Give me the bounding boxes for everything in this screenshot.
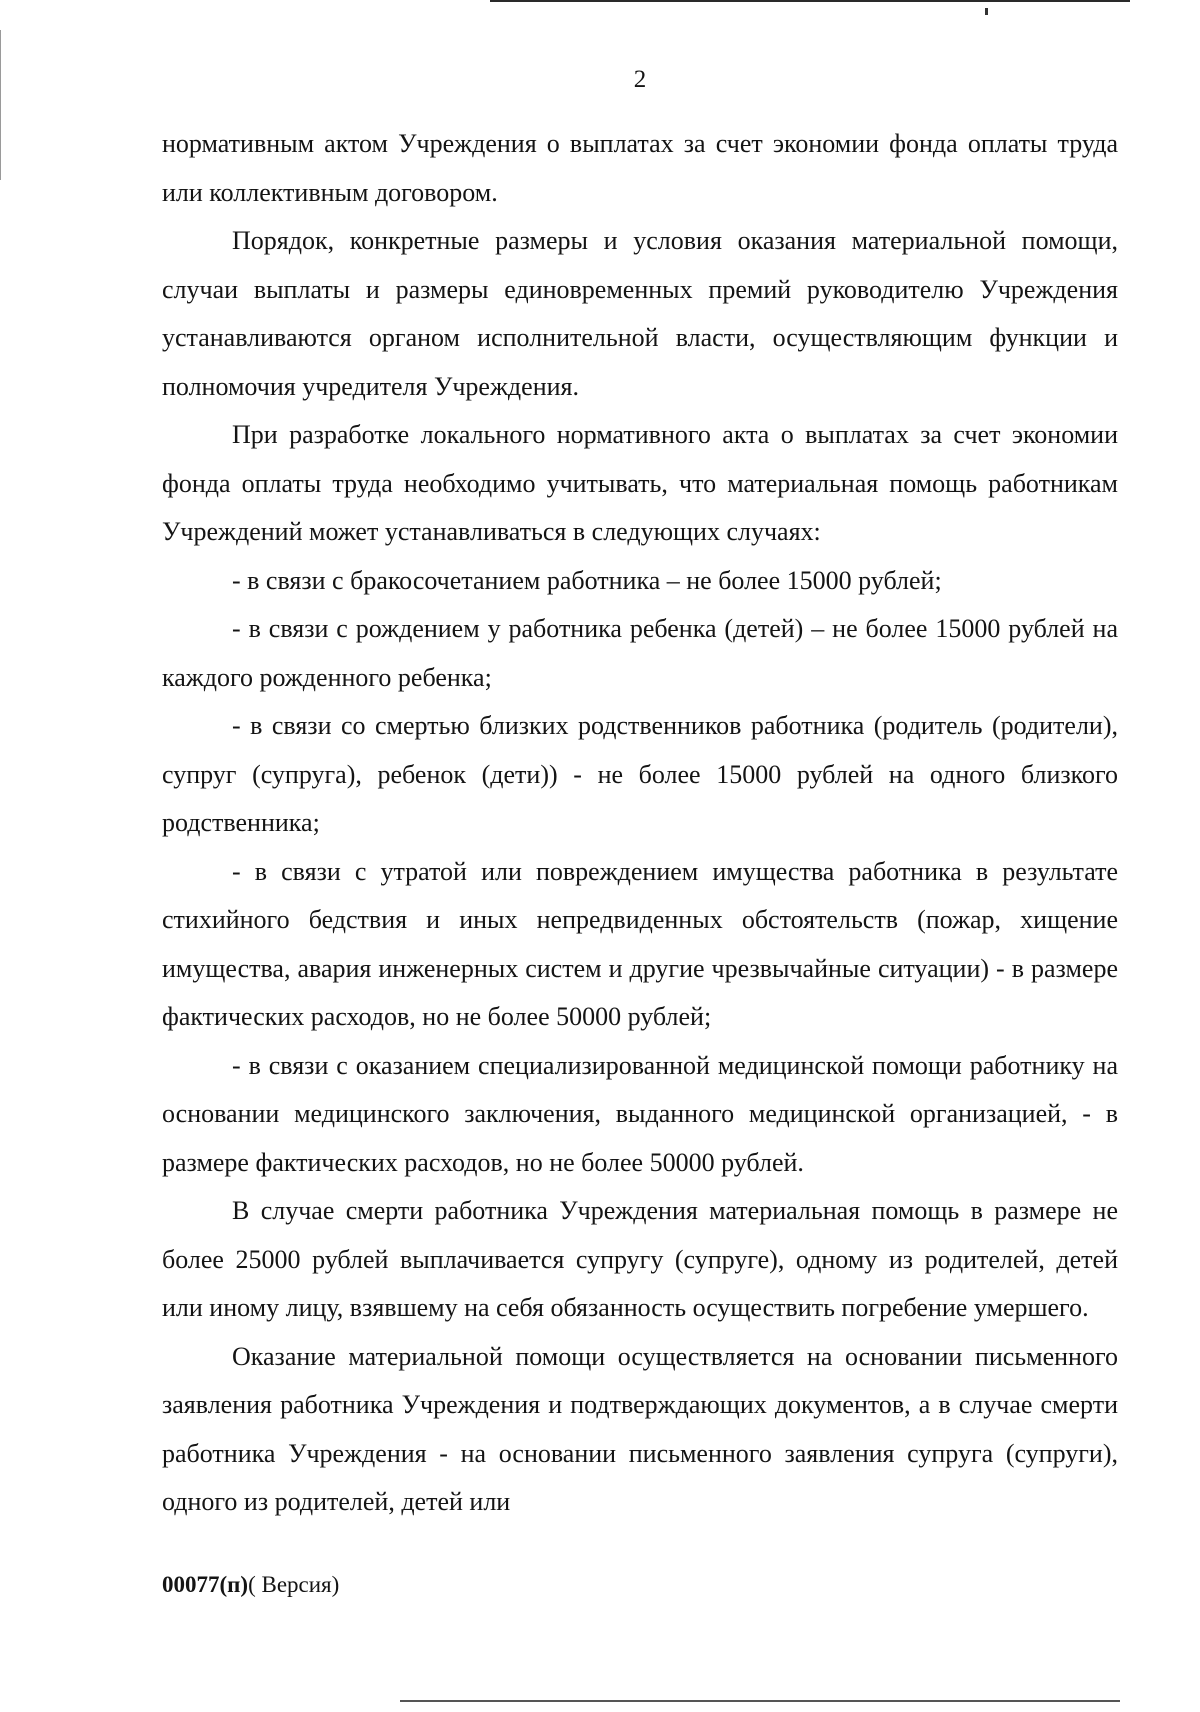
paragraph-local-act: При разработке локального нормативного акта о выплатах за счет экономии фонда оплаты труда необходимо учитывать, что материальная помощь работникам Учреждений может устанавливаться в следующих случаях: — [162, 420, 1118, 546]
scan-border-top — [490, 0, 1130, 2]
document-body — [162, 120, 1118, 1527]
list-item-childbirth: - в связи с рождением у работника ребенка (детей) – не более 15000 рублей на каждого рожденного ребенка; — [162, 614, 1118, 692]
scan-border-bottom — [400, 1700, 1120, 1702]
list-item-death-relatives: - в связи со смертью близких родственников работника (родитель (родители), супруг (супруга), ребенок (дети)) - не более 15000 рублей на одного близкого родственника; — [162, 711, 1118, 837]
list-item-medical-care: - в связи с оказанием специализированной медицинской помощи работнику на основании медицинского заключения, выданного медицинской организацией, - в размере фактических расходов, но не более 50000 рублей. — [162, 1050, 1118, 1177]
paragraph-application-basis: Оказание материальной помощи осуществляется на основании письменного заявления работника Учреждения и подтверждающих документов, а в случае смерти работника Учреждения - на основании письменного заявления супруга (супруги), одного из родителей, детей или — [162, 1341, 1118, 1516]
paragraph-employee-death: В случае смерти работника Учреждения материальная помощь в размере не более 25000 рублей выплачивается супругу (супруге), одному из родителей, детей или иному лицу, взявшему на себя обязанность осуществить погребение умершего. — [162, 1196, 1118, 1322]
page-number: 2 — [633, 66, 647, 93]
list-item-marriage: - в связи с бракосочетанием работника – не более 15000 рублей; — [232, 565, 942, 595]
footer — [162, 1572, 339, 1598]
scan-mark — [985, 8, 988, 15]
document-version: ( Версия) — [248, 1572, 340, 1597]
list-item-property-loss: - в связи с утратой или повреждением имущества работника в результате стихийного бедствия и иных непредвиденных обстоятельств (пожар, хищение имущества, авария инженерных систем и другие чрезвычайные ситуации) - в размере фактических расходов, но не более 50000 рублей; — [162, 856, 1118, 1031]
document-code: 00077(п) — [162, 1572, 249, 1597]
scan-border-left — [0, 30, 1, 180]
paragraph-procedure: Порядок, конкретные размеры и условия оказания материальной помощи, случаи выплаты и размеры единовременных премий руководителю Учреждения устанавливаются органом исполнительной власти, осуществляющим функции и полномочия учредителя Учреждения. — [162, 226, 1118, 401]
paragraph-continuation: нормативным актом Учреждения о выплатах за счет экономии фонда оплаты труда или коллективным договором. — [162, 129, 1118, 207]
